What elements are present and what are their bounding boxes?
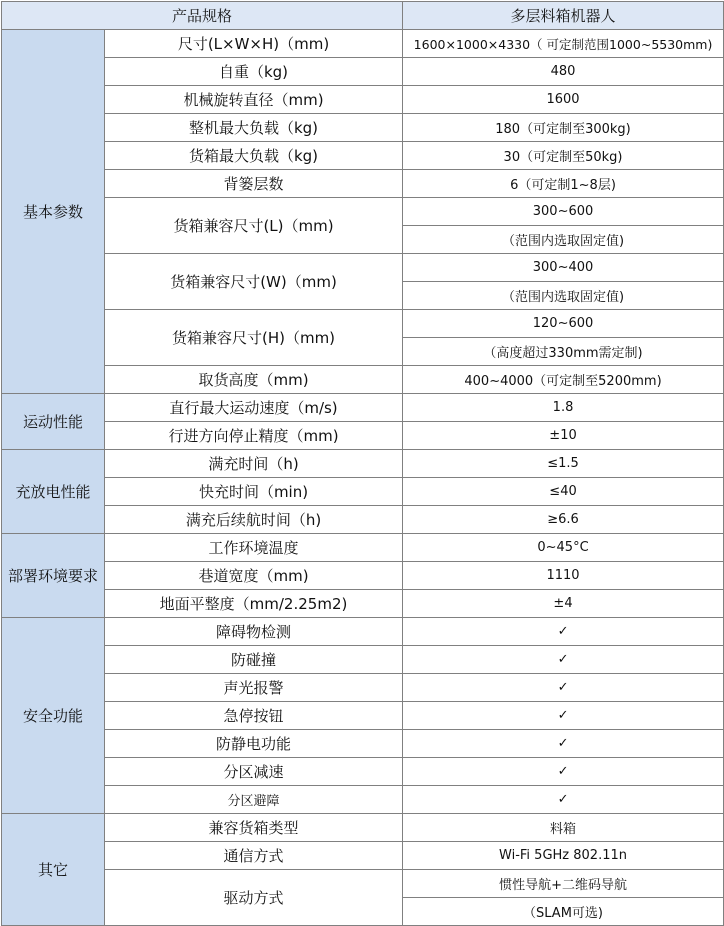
row-label: 满充时间（h)	[105, 450, 403, 478]
table-row	[2, 170, 724, 198]
row-label: 兼容货箱类型	[105, 814, 403, 842]
row-label: 整机最大负载（kg)	[105, 114, 403, 142]
row-label: 驱动方式	[105, 870, 403, 926]
row-label: 快充时间（min)	[105, 478, 403, 506]
row-value: ±10	[403, 422, 724, 450]
row-label: 货箱最大负载（kg)	[105, 142, 403, 170]
table-row	[2, 422, 724, 450]
row-value: 300~600	[403, 198, 724, 226]
table-row	[2, 198, 724, 226]
row-label: 急停按钮	[105, 702, 403, 730]
row-label: 分区减速	[105, 758, 403, 786]
row-label: 地面平整度（mm/2.25m2)	[105, 590, 403, 618]
table-row	[2, 310, 724, 338]
row-label: 工作环境温度	[105, 534, 403, 562]
row-value: ±4	[403, 590, 724, 618]
check-icon: ✓	[403, 758, 724, 786]
row-label: 自重（kg)	[105, 58, 403, 86]
row-label: 背篓层数	[105, 170, 403, 198]
table-row	[2, 58, 724, 86]
check-icon: ✓	[403, 786, 724, 814]
header-product: 多层料箱机器人	[403, 2, 724, 30]
table-row	[2, 534, 724, 562]
category-basic: 基本参数	[2, 30, 105, 394]
table-row	[2, 506, 724, 534]
row-value: 1600	[403, 86, 724, 114]
row-value: 1.8	[403, 394, 724, 422]
row-label: 声光报警	[105, 674, 403, 702]
table-row	[2, 590, 724, 618]
row-label: 货箱兼容尺寸(W)（mm)	[105, 254, 403, 310]
row-value: 180（可定制至300kg)	[403, 114, 724, 142]
header-spec: 产品规格	[2, 2, 403, 30]
table-row	[2, 646, 724, 674]
table-row	[2, 30, 724, 58]
row-label: 货箱兼容尺寸(L)（mm)	[105, 198, 403, 254]
table-row	[2, 562, 724, 590]
row-label: 防静电功能	[105, 730, 403, 758]
category-safety: 安全功能	[2, 618, 105, 814]
table-row	[2, 394, 724, 422]
table-row	[2, 842, 724, 870]
check-icon: ✓	[403, 646, 724, 674]
table-row	[2, 730, 724, 758]
table-row	[2, 450, 724, 478]
table-row	[2, 366, 724, 394]
row-value: 0~45°C	[403, 534, 724, 562]
row-value: ≤40	[403, 478, 724, 506]
table-row	[2, 814, 724, 842]
category-charge: 充放电性能	[2, 450, 105, 534]
row-label: 行进方向停止精度（mm)	[105, 422, 403, 450]
check-icon: ✓	[403, 702, 724, 730]
category-motion: 运动性能	[2, 394, 105, 450]
table-row	[2, 618, 724, 646]
row-value: 1110	[403, 562, 724, 590]
row-note: （高度超过330mm需定制)	[403, 338, 724, 366]
table-row	[2, 254, 724, 282]
row-value: ≤1.5	[403, 450, 724, 478]
row-label: 机械旋转直径（mm)	[105, 86, 403, 114]
row-label: 通信方式	[105, 842, 403, 870]
table-row	[2, 142, 724, 170]
check-icon: ✓	[403, 618, 724, 646]
table-row	[2, 86, 724, 114]
row-label: 障碍物检测	[105, 618, 403, 646]
row-note: （范围内选取固定值)	[403, 282, 724, 310]
spec-table	[1, 1, 724, 926]
row-note: （SLAM可选)	[403, 898, 724, 926]
table-row	[2, 870, 724, 898]
category-env: 部署环境要求	[2, 534, 105, 618]
table-row	[2, 702, 724, 730]
table-row	[2, 758, 724, 786]
row-value: ≥6.6	[403, 506, 724, 534]
table-row	[2, 786, 724, 814]
row-value: 400~4000（可定制至5200mm)	[403, 366, 724, 394]
table-row	[2, 674, 724, 702]
check-icon: ✓	[403, 730, 724, 758]
row-note: （范围内选取固定值)	[403, 226, 724, 254]
row-label: 巷道宽度（mm)	[105, 562, 403, 590]
row-label: 直行最大运动速度（m/s)	[105, 394, 403, 422]
row-value: 惯性导航+二维码导航	[403, 870, 724, 898]
row-value: 1600×1000×4330（ 可定制范围1000~5530mm)	[403, 30, 724, 58]
row-label: 取货高度（mm)	[105, 366, 403, 394]
table-row	[2, 478, 724, 506]
row-label: 防碰撞	[105, 646, 403, 674]
row-value: Wi-Fi 5GHz 802.11n	[403, 842, 724, 870]
category-other: 其它	[2, 814, 105, 926]
row-value: 300~400	[403, 254, 724, 282]
row-value: 120~600	[403, 310, 724, 338]
row-value: 30（可定制至50kg)	[403, 142, 724, 170]
row-value: 料箱	[403, 814, 724, 842]
row-label: 满充后续航时间（h)	[105, 506, 403, 534]
row-value: 480	[403, 58, 724, 86]
row-value: 6（可定制1~8层)	[403, 170, 724, 198]
row-label: 货箱兼容尺寸(H)（mm)	[105, 310, 403, 366]
check-icon: ✓	[403, 674, 724, 702]
table-header-row	[2, 2, 724, 30]
table-row	[2, 114, 724, 142]
row-label: 分区避障	[105, 786, 403, 814]
row-label: 尺寸(L×W×H)（mm)	[105, 30, 403, 58]
